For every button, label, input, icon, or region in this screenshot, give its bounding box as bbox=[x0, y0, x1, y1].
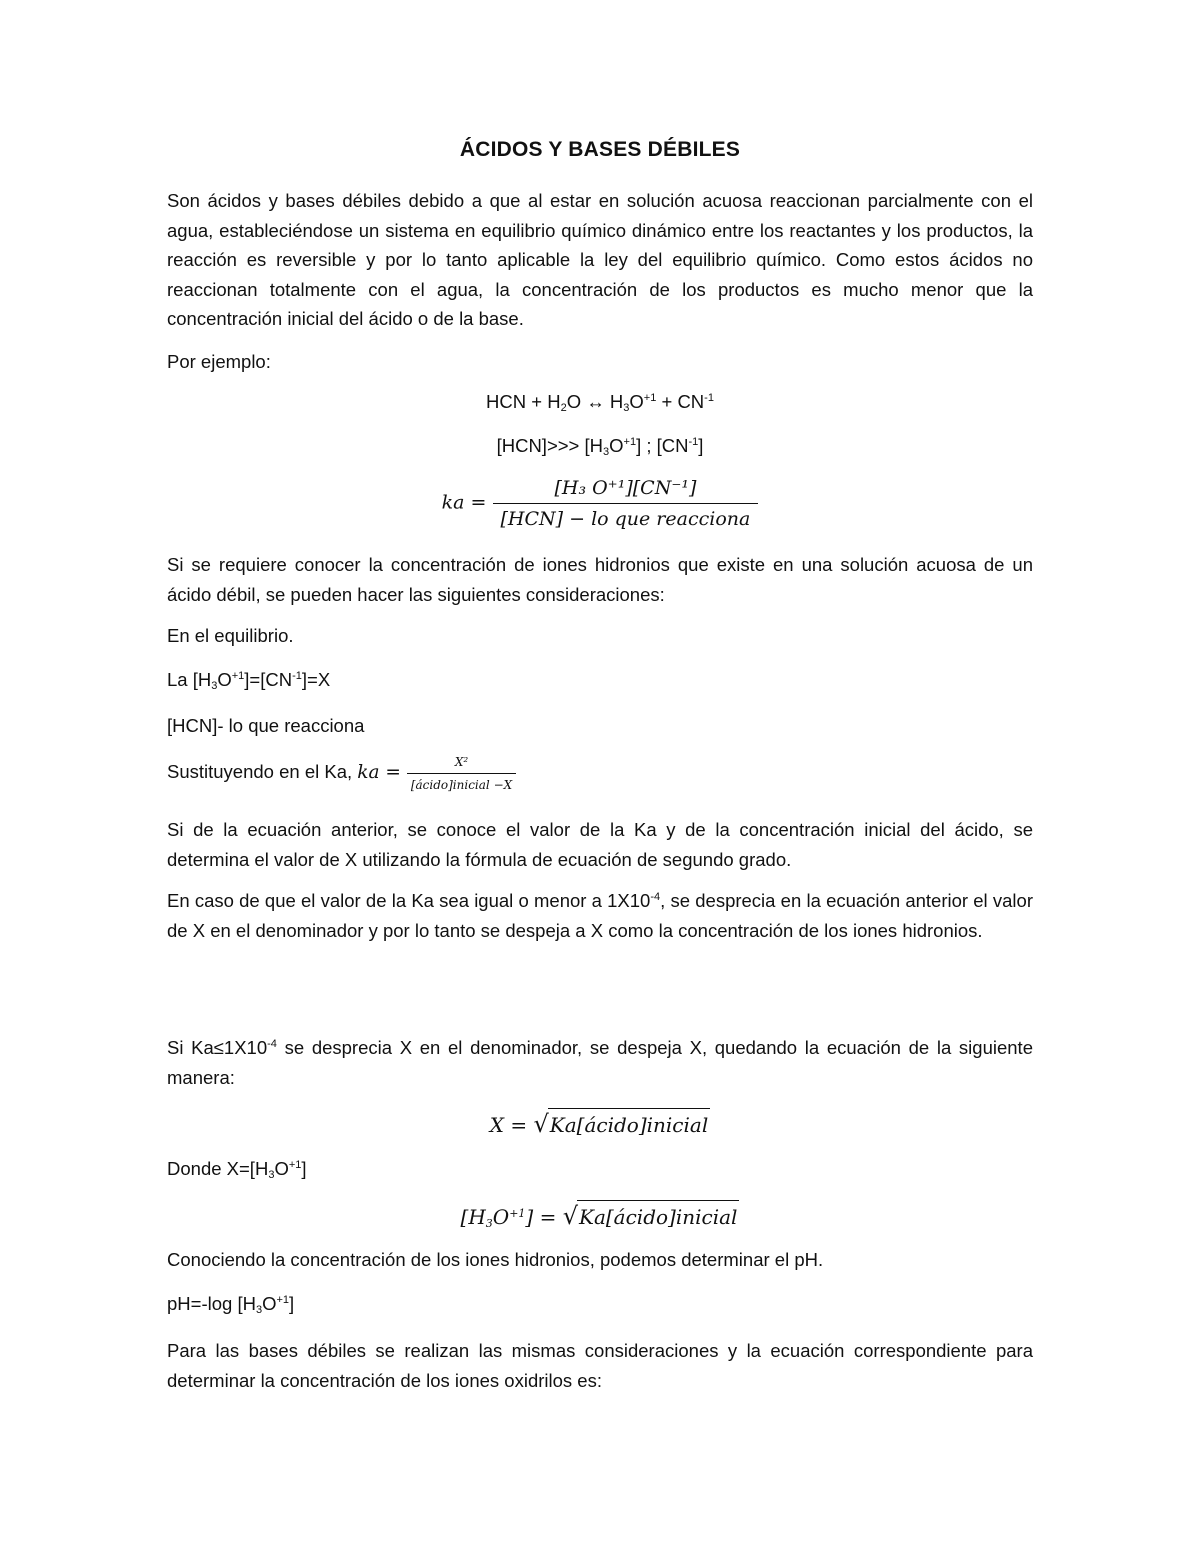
equilibrium-relation: La $[H_3O^{+1}]=[CN^{-1}]=X$ bbox=[167, 669, 331, 692]
ka-equation: ka = $\frac{\text{[H₃ O⁺¹][CN⁻¹]}}{\text{[HCN] − lo que reacciona}}$ bbox=[0, 476, 1200, 531]
substitution-line: Sustituyendo en el Ka, ka = $\frac{\text{X²}}{\text{[ácido]inicial −X}}$ bbox=[167, 752, 516, 793]
donde-line: Donde $X=[H_3O^{+1}]$ bbox=[167, 1158, 307, 1181]
x-equation: X = √Ka[ácido]inicial bbox=[489, 1110, 709, 1138]
approximation-paragraph: En caso de que el valor de la Ka sea igual o menor a $1X10^{-4}$, se desprecia en la ecuación anterior el valor de X en el denominador y por lo tanto se despeja a X como la concentración de los iones hidronios. bbox=[167, 890, 1033, 941]
quadratic-paragraph: Si de la ecuación anterior, se conoce el valor de la Ka y de la concentración inicial del ácido, se determina el valor de X utilizando la fórmula de ecuación de segundo grado. bbox=[167, 819, 1033, 870]
consideration-paragraph: Si se requiere conocer la concentración de iones hidronios que existe en una solución acuosa de un ácido débil, se pueden hacer las siguientes consideraciones: bbox=[167, 554, 1033, 605]
example-label: Por ejemplo: bbox=[167, 351, 271, 372]
concentration-comparison: $[HCN]>>> [H_3O^{+1}]$ ; $[CN^{-1}]$ bbox=[496, 435, 704, 458]
equilibrium-label: En el equilibrio. bbox=[167, 625, 294, 646]
h3o-equation: $[H_3O^{+1}]$ = √Ka[ácido]inicial bbox=[460, 1202, 738, 1230]
reaction-equation: HCN + $H_2O$ ↔ $H_3O^{+1} + CN^{-1}$ bbox=[486, 391, 714, 414]
ph-formula: pH=-log $[H_3O^{+1}]$ bbox=[167, 1293, 295, 1316]
intro-paragraph: Son ácidos y bases débiles debido a que al estar en solución acuosa reaccionan parcialmente con el agua, estableciéndose un sistema en equilibrio químico dinámico entre los reactantes y los productos, la reacción es reversible y por lo tanto aplicable la ley del equilibrio químico. Como estos ácidos no reaccionan totalmente con el agua, la concentración de los productos es mucho menor que la concentración inicial del ácido o de la base. bbox=[167, 190, 1033, 330]
simplification-paragraph: Si $Ka\le 1X10^{-4}$ se desprecia X en el denominador, se despeja X, quedando la ecuación de la siguiente manera: bbox=[167, 1037, 1033, 1088]
ph-intro: Conociendo la concentración de los iones hidronios, podemos determinar el pH. bbox=[167, 1249, 824, 1270]
hcn-remaining: [HCN]- lo que reacciona bbox=[167, 715, 365, 736]
page-title: ÁCIDOS Y BASES DÉBILES bbox=[459, 138, 741, 161]
bases-paragraph: Para las bases débiles se realizan las mismas consideraciones y la ecuación correspondiente para determinar la concentración de los iones oxidrilos es: bbox=[167, 1340, 1033, 1391]
